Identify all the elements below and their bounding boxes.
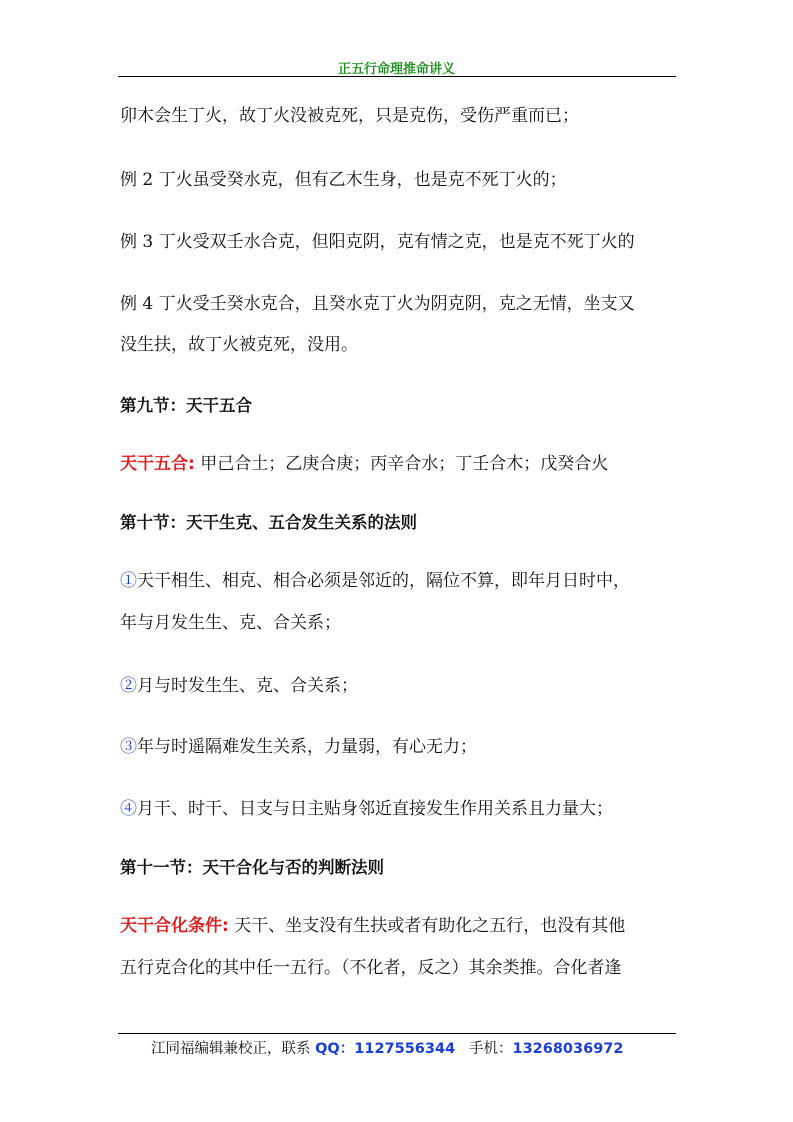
item-text: 年与时遥隔难发生关系，力量弱，有心无力； — [137, 737, 477, 757]
term-text: 天干、坐支没有生扶或者有助化之五行，也没有其他 — [228, 916, 626, 936]
section-heading: 第十一节：天干合化与否的判断法则 — [120, 858, 384, 877]
term-label: 天干合化条件: — [120, 916, 229, 936]
body-line: 卯木会生丁火，故丁火没被克死，只是克伤，受伤严重而已； — [120, 106, 579, 126]
item-text: 月干、时干、日支与日主贴身邻近直接发生作用关系且力量大； — [137, 799, 613, 819]
item-number: ④ — [120, 799, 137, 819]
body-line: 没生扶，故丁火被克死，没用。 — [120, 335, 358, 355]
body-line: 五行克合化的其中任一五行。（不化者，反之）其余类推。合化者逢 — [120, 958, 622, 978]
item-number: ③ — [120, 737, 137, 757]
item-number: ② — [120, 676, 137, 696]
term-label: 天干五合: — [120, 454, 195, 474]
body-line: 例 3 丁火受双壬水合克，但阳克阴，克有情之克，也是克不死丁火的 — [120, 232, 635, 252]
numbered-item — [120, 569, 630, 593]
footer-phone: 13268036972 — [512, 1041, 624, 1057]
footer-editor-text: 江同福编辑兼校正，联系 — [151, 1041, 316, 1057]
body-line: 例 2 丁火虽受癸水克，但有乙木生身，也是克不死丁火的； — [120, 170, 567, 190]
body-line — [120, 914, 625, 938]
body-line — [120, 452, 608, 476]
numbered-item — [120, 674, 358, 698]
item-text: 天干相生、相克、相合必须是邻近的，隔位不算，即年月日时中， — [137, 571, 630, 591]
page-header-title: 正五行命理推命讲义 — [337, 62, 455, 77]
footer-rule — [118, 1033, 676, 1034]
page-footer — [151, 1037, 623, 1058]
item-number: ① — [120, 571, 137, 591]
footer-qq: QQ：1127556344 — [315, 1041, 456, 1057]
body-line: 例 4 丁火受壬癸水克合，且癸水克丁火为阴克阴，克之无情，坐支又 — [120, 294, 635, 314]
numbered-item — [120, 735, 477, 759]
footer-phone-label: 手机： — [455, 1041, 513, 1057]
item-text: 月与时发生生、克、合关系； — [137, 676, 358, 696]
section-heading: 第十节：天干生克、五合发生关系的法则 — [120, 513, 417, 532]
numbered-item — [120, 797, 613, 821]
body-line: 年与月发生生、克、合关系； — [120, 613, 341, 633]
term-text: 甲己合土；乙庚合庚；丙辛合水；丁壬合木；戊癸合火 — [194, 454, 609, 474]
header-rule — [118, 76, 676, 77]
section-heading: 第九节：天干五合 — [120, 396, 252, 415]
